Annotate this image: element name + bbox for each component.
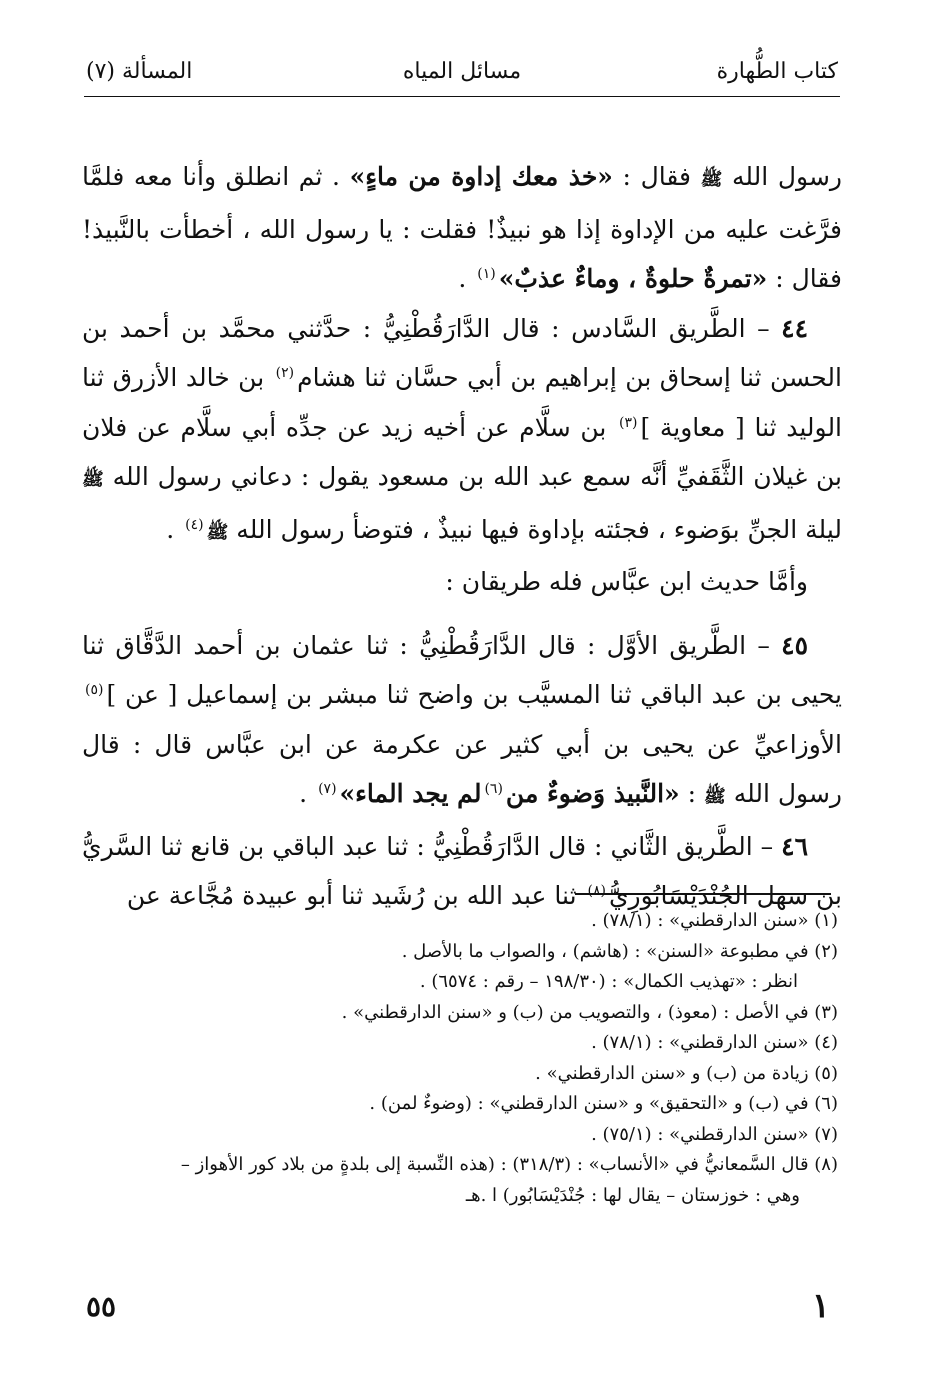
header-rule [84,96,840,97]
footnote-ref: (٧) [318,781,337,797]
footnote-ref: (٦) [484,781,503,797]
footnote-4: (٤) «سنن الدارقطني» : (٧٨/١) . [591,1032,838,1053]
hadith-number: ٤٤ [781,313,808,343]
page-number: ٥٥ [86,1290,117,1323]
paragraph-4: ٤٥ – الطَّريق الأوَّل : قال الدَّارَقُطْنِيُّ : ثنا عثمان بن أحمد الدَّقَّاق ثنا يحيى بن عبد الباقي ثنا المسيَّب بن واضح ثنا مبشر بن إسماعيل [ عن ]$^{(٥)}$ الأوزاعيِّ عن يحيى بن أبي كثير عن عكرمة عن ابن عبَّاس قال : قال رسول الله ﷺ : «النَّبيذ وَضوءٌ من$^{(٦)}$لم يجد الماء»$^{(٧)}$ . [82,630,842,808]
salawat-glyph: ﷺ [82,469,104,490]
section-title: مسائل المياه [402,59,522,84]
book-title: كتاب الطُّهارة [716,59,838,84]
paragraph-1: رسول الله ﷺ فقال : «خذ معك إداوة من ماءٍ» . ثم انطلق وأنا معه فلمَّا فرَّغت عليه من الإداوة إذا هو نبيذٌ! فقلت : يا رسول الله ، أخطأت بالنَّبيذ! فقال : «تمرةٌ حلوةٌ ، وماءٌ عذبٌ»$^{(١)}$ . [82,162,842,293]
hadith-quote: «النَّبيذ وَضوءٌ من [505,779,680,808]
running-header [86,52,838,92]
footnote-ref: (٣) [618,414,638,431]
paragraph-3: وأمَّا حديث ابن عبَّاس فله طريقان : [445,567,808,596]
footnote-5: (٥) زيادة من (ب) و «سنن الدارقطني» . [535,1062,838,1084]
salawat-glyph: ﷺ [700,169,723,190]
salawat-glyph: ﷺ [206,521,229,543]
volume-number: ١ [811,1286,830,1326]
footnote-8: (٨) قال السَّمعانيُّ في «الأنساب» : (٣١٨/٣) : (هذه النِّسبة إلى بلدةٍ من بلاد كور الأهواز – [180,1154,838,1175]
footnote-ref: (٢) [275,365,295,381]
paragraph-2: ٤٤ – الطَّريق السَّادس : قال الدَّارَقُطْنِيُّ : حدَّثني محمَّد بن أحمد بن الحسن ثنا إسحاق بن إبراهيم بن أبي حسَّان ثنا هشام$^{(٢)}$ بن خالد الأزرق ثنا الوليد ثنا [ معاوية ]$^{(٣)}$ بن سلَّام عن أخيه زيد عن جدِّه أبي سلَّام عن فلان بن غيلان الثَّقَفيِّ أنَّه سمع عبد الله بن مسعود يقول : دعاني رسول الله ﷺ ليلة الجنِّ بوَضوء ، فجئته بإداوة فيها نبيذٌ ، فتوضأ رسول الله ﷺ$^{(٤)}$ . [82,313,843,544]
footnote-ref: (٨) [587,883,606,899]
hadith-quote: «خذ معك إداوة من ماءٍ» [349,162,613,191]
footnote-ref: (٥) [85,682,104,698]
footnote-3: (٣) في الأصل : (معوذ) ، والتصويب من (ب) و «سنن الدارقطني» . [341,1001,838,1023]
page-footer [84,1286,840,1340]
footnotes [82,906,838,1211]
footnote-8-continuation: وهي : خوزستان – يقال لها : جُنْدَيْسَابُور) ا .هـ [465,1184,800,1206]
footnote-separator [575,893,831,895]
footnote-2-continuation: انظر : «تهذيب الكمال» : (١٩٨/٣٠ – رقم : ٦٥٧٤) . [419,971,798,992]
hadith-number: ٤٦ [781,831,808,861]
footnote-2: (٢) في مطبوعة «السنن» : (هاشم) ، والصواب ما بالأصل . [401,940,838,962]
footnote-ref: (١) [477,266,496,282]
hadith-quote: لم يجد الماء» [339,779,482,808]
issue-label: المسألة (٧) [86,59,193,84]
salawat-glyph: ﷺ [704,786,726,807]
footnote-7: (٧) «سنن الدارقطني» : (٧٥/١) . [591,1123,838,1145]
hadith-quote: «تمرةٌ حلوةٌ ، وماءٌ عذبٌ» [498,264,768,293]
paragraph-5: ٤٦ – الطَّريق الثَّاني : قال الدَّارَقُطْنِيُّ : ثنا عبد الباقي بن قانع ثنا السَّريُّ بن سهل الجُنْدَيْسَابُورِيُّ$^{(٨)}$ ثنا عبد الله بن رُشَيد ثنا أبو عبيدة مُجَّاعة عن [82,831,842,910]
footnote-ref: (٤) [185,516,204,533]
footnote-1: (١) «سنن الدارقطني» : (٧٨/١) . [591,910,838,931]
main-text [82,152,842,921]
hadith-number: ٤٥ [781,630,808,660]
footnote-6: (٦) في (ب) و «التحقيق» و «سنن الدارقطني» : (وضوءٌ لمن) . [369,1093,838,1114]
